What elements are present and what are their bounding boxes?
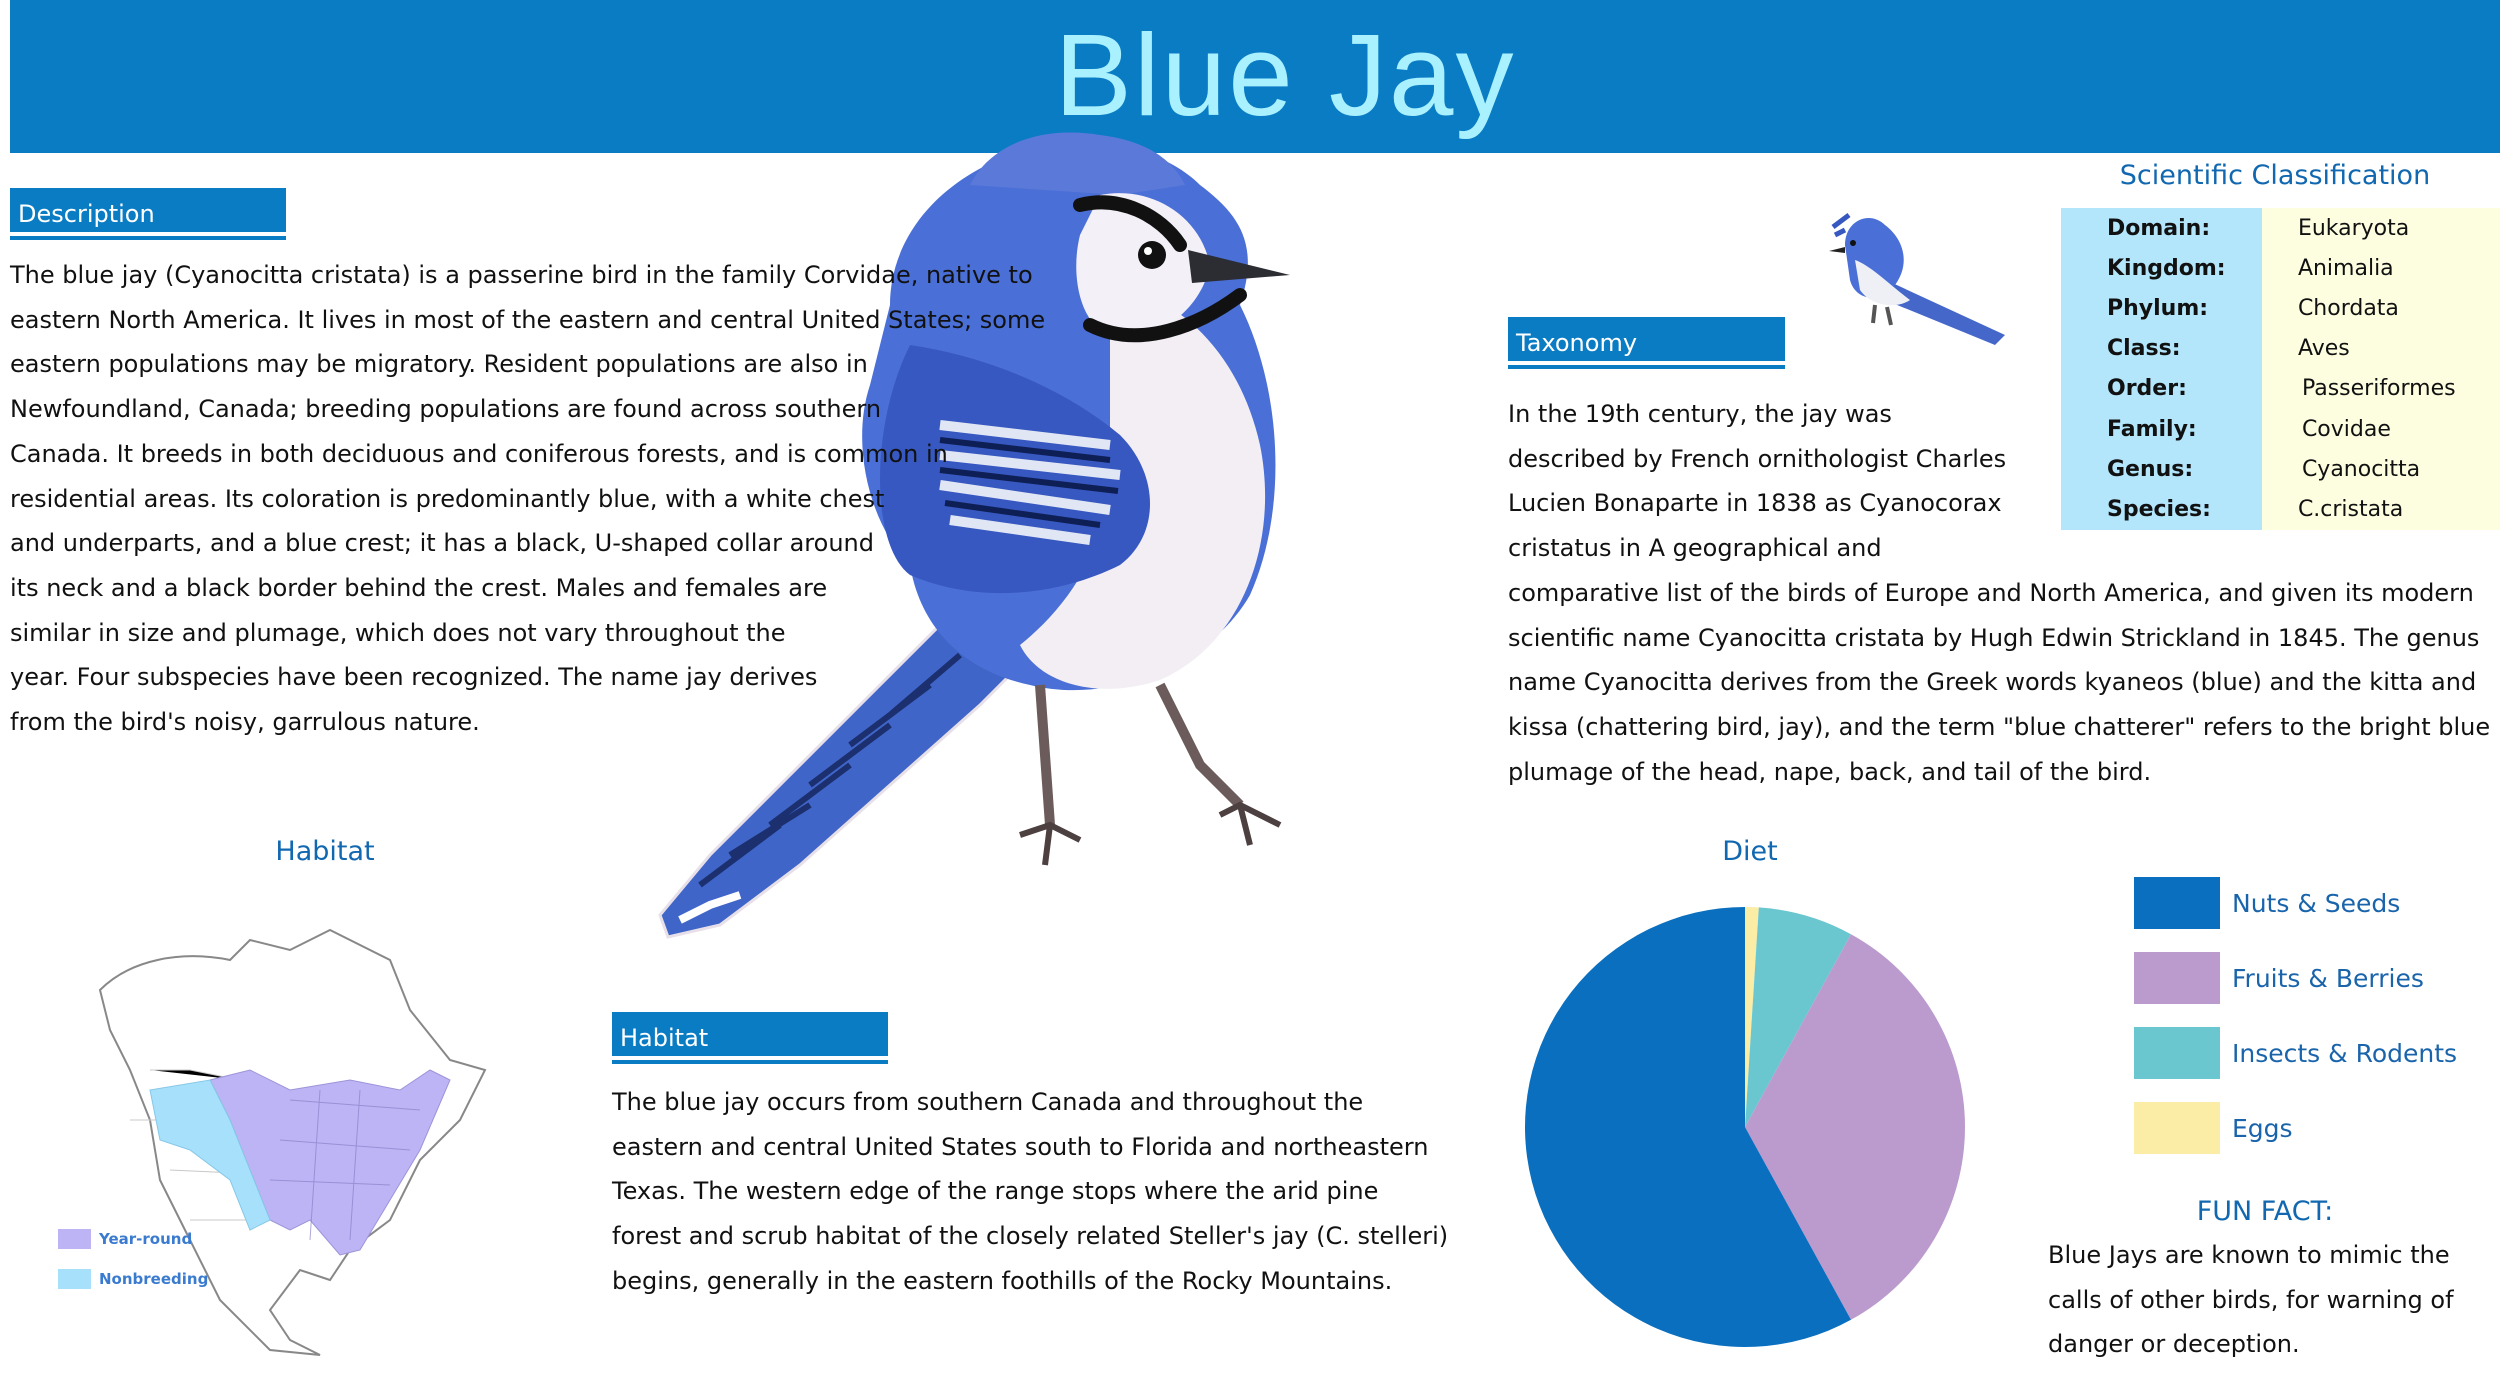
- legend-label: Insects & Rodents: [2232, 1038, 2458, 1068]
- classification-value: Cyanocitta: [2262, 449, 2500, 489]
- legend-label: Nonbreeding: [99, 1270, 209, 1288]
- classification-row: [2061, 409, 2500, 449]
- classification-value: Covidae: [2262, 409, 2500, 449]
- taxonomy-label: Taxonomy: [1508, 317, 1785, 365]
- fun-fact-title: FUN FACT:: [2196, 1196, 2334, 1227]
- classification-value: C.cristata: [2262, 489, 2500, 529]
- description-line: eastern North America. It lives in most of the eastern and central United States; some: [10, 305, 1046, 334]
- legend-label: Fruits & Berries: [2232, 963, 2424, 993]
- description-line: from the bird's noisy, garrulous nature.: [10, 708, 480, 737]
- fun-fact-line: Blue Jays are known to mimic the: [2048, 1241, 2450, 1269]
- habitat-line: forest and scrub habitat of the closely related Steller's jay (C. stelleri): [612, 1222, 1449, 1251]
- fun-fact-line: danger or deception.: [2048, 1330, 2300, 1359]
- legend-swatch: [2134, 1027, 2220, 1079]
- habitat-map-title: Habitat: [275, 836, 375, 867]
- classification-title: Scientific Classification: [2119, 160, 2431, 191]
- north-america-range-map: [90, 920, 500, 1360]
- taxonomy-line: scientific name Cyanocitta cristata by Hugh Edwin Strickland in 1845. The genus: [1508, 623, 2480, 652]
- classification-key: Domain:: [2061, 208, 2262, 248]
- legend-swatch: [58, 1269, 91, 1289]
- classification-row: [2061, 489, 2500, 529]
- legend-label: Year-round: [99, 1230, 193, 1248]
- habitat-line: begins, generally in the eastern foothills of the Rocky Mountains.: [612, 1266, 1393, 1295]
- classification-row: [2061, 449, 2500, 489]
- legend-item: [2134, 952, 2494, 1004]
- fun-fact-text: [2048, 1233, 2488, 1367]
- taxonomy-line: described by French ornithologist Charles: [1508, 444, 2007, 473]
- description-line: Canada. It breeds in both deciduous and coniferous forests, and is common in: [10, 439, 948, 468]
- description-text: [10, 253, 1090, 745]
- legend-item: [2134, 877, 2494, 929]
- taxonomy-line: name Cyanocitta derives from the Greek words kyaneos (blue) and the kitta and: [1508, 668, 2477, 697]
- description-line: eastern populations may be migratory. Resident populations are also in: [10, 350, 868, 379]
- classification-key: Order:: [2061, 369, 2262, 409]
- habitat-line: The blue jay occurs from southern Canada and throughout the: [612, 1088, 1364, 1116]
- map-legend-year-round: [58, 1229, 192, 1249]
- legend-label: Eggs: [2232, 1113, 2293, 1143]
- classification-key: Species:: [2061, 489, 2262, 529]
- classification-value: Chordata: [2262, 288, 2500, 328]
- habitat-text: [612, 1080, 1512, 1304]
- taxonomy-line: Lucien Bonaparte in 1838 as Cyanocorax: [1508, 489, 2002, 518]
- classification-key: Class:: [2061, 329, 2262, 369]
- legend-swatch: [2134, 952, 2220, 1004]
- legend-label: Nuts & Seeds: [2232, 888, 2401, 918]
- classification-value: Passeriformes: [2262, 369, 2500, 409]
- classification-key: Phylum:: [2061, 288, 2262, 328]
- description-line: and underparts, and a blue crest; it has a black, U-shaped collar around: [10, 529, 874, 558]
- legend-item: [2134, 1027, 2494, 1079]
- classification-value: Eukaryota: [2262, 208, 2500, 248]
- classification-key: Genus:: [2061, 449, 2262, 489]
- diet-legend: [2134, 877, 2494, 1177]
- map-legend-nonbreeding: [58, 1269, 208, 1289]
- fun-fact-line: calls of other birds, for warning of: [2048, 1285, 2454, 1314]
- habitat-label: Habitat: [612, 1012, 888, 1060]
- classification-key: Family:: [2061, 409, 2262, 449]
- description-line: Newfoundland, Canada; breeding populations are found across southern: [10, 395, 882, 424]
- taxonomy-line: cristatus in A geographical and: [1508, 534, 1882, 563]
- legend-swatch: [2134, 877, 2220, 929]
- classification-row: [2061, 248, 2500, 288]
- habitat-line: eastern and central United States south to Florida and northeastern: [612, 1132, 1429, 1161]
- classification-row: [2061, 208, 2500, 248]
- small-blue-jay-illustration: [1815, 205, 2015, 345]
- legend-swatch: [58, 1229, 91, 1249]
- classification-row: [2061, 288, 2500, 328]
- classification-key: Kingdom:: [2061, 248, 2262, 288]
- taxonomy-line: plumage of the head, nape, back, and tail of the bird.: [1508, 757, 2152, 786]
- legend-swatch: [2134, 1102, 2220, 1154]
- diet-pie-chart: [1515, 905, 1975, 1355]
- classification-row: [2061, 329, 2500, 369]
- habitat-line: Texas. The western edge of the range stops where the arid pine: [612, 1177, 1379, 1206]
- classification-value: Animalia: [2262, 248, 2500, 288]
- classification-value: Aves: [2262, 329, 2500, 369]
- legend-item: [2134, 1102, 2494, 1154]
- description-line: residential areas. Its coloration is predominantly blue, with a white chest: [10, 484, 885, 513]
- page-title: Blue Jay: [1054, 10, 1516, 140]
- description-line: similar in size and plumage, which does not vary throughout the: [10, 618, 786, 647]
- classification-row: [2061, 369, 2500, 409]
- classification-table: [2061, 208, 2500, 530]
- taxonomy-line: kissa (chattering bird, jay), and the term "blue chatterer" refers to the bright blue: [1508, 712, 2491, 741]
- diet-chart-title: Diet: [1722, 836, 1778, 867]
- description-line: year. Four subspecies have been recognized. The name jay derives: [10, 663, 818, 692]
- description-label: Description: [10, 188, 286, 236]
- description-line: The blue jay (Cyanocitta cristata) is a passerine bird in the family Corvidae, native to: [10, 261, 1033, 289]
- description-line: its neck and a black border behind the crest. Males and females are: [10, 573, 828, 602]
- taxonomy-line: In the 19th century, the jay was: [1508, 400, 1892, 428]
- taxonomy-line: comparative list of the birds of Europe and North America, and given its modern: [1508, 578, 2474, 607]
